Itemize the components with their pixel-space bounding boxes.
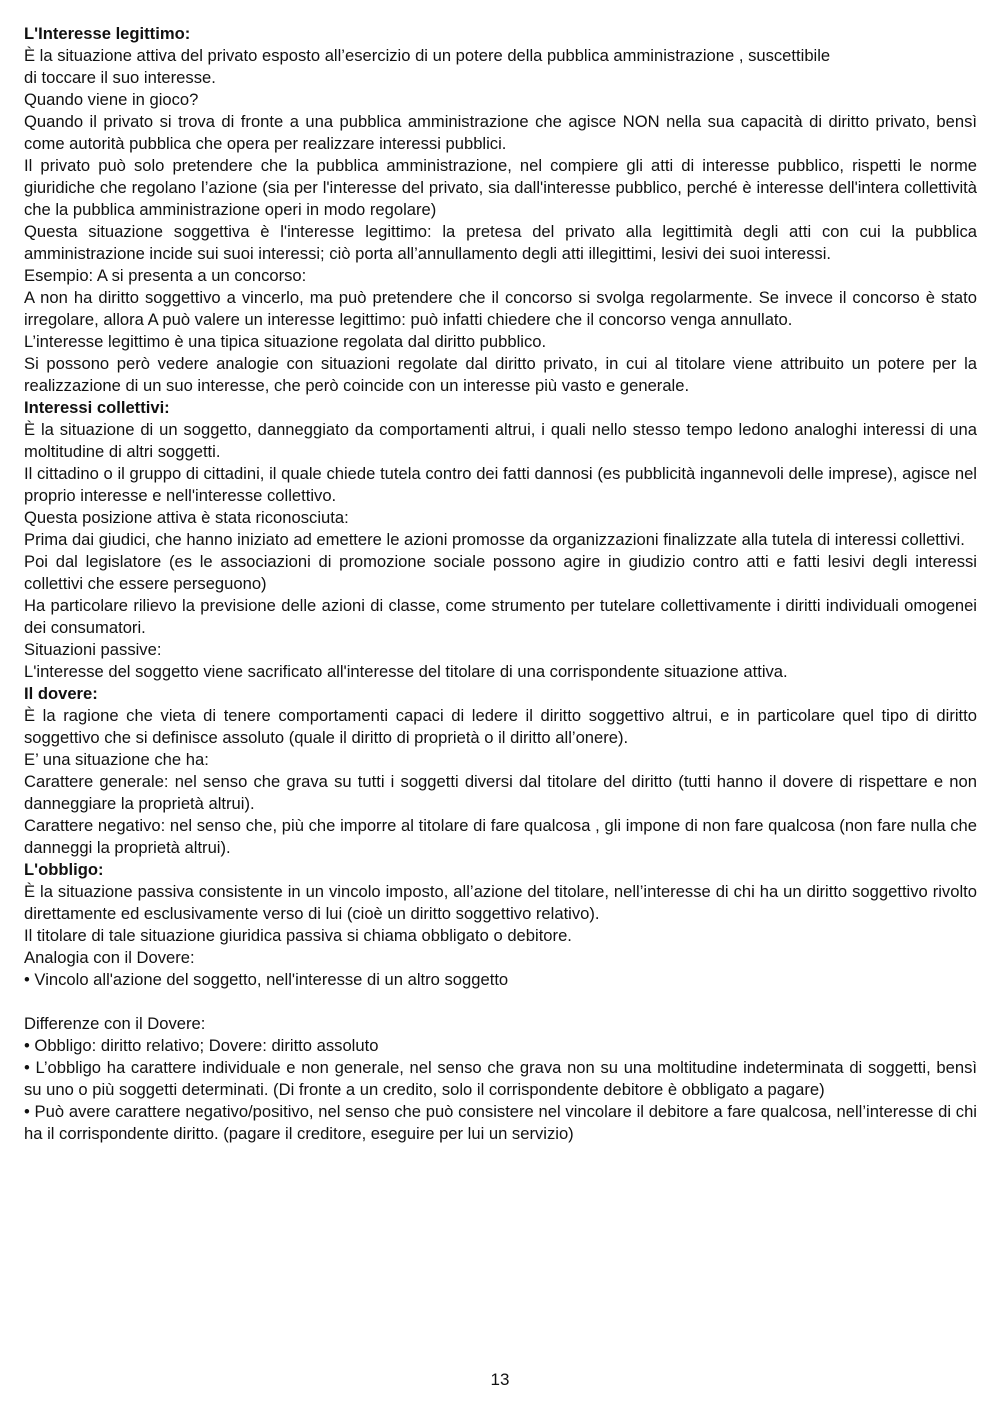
- spacer: [24, 991, 977, 1013]
- paragraph: Differenze con il Dovere:: [24, 1014, 206, 1033]
- paragraph: È la situazione attiva del privato esposto all’esercizio di un potere della pubblica amministrazione , suscettibile di toccare il suo interesse.: [24, 46, 831, 87]
- paragraph: Poi dal legislatore (es le associazioni di promozione sociale possono agire in giudizio contro atti e fatti lesivi degli interessi collettivi che essere perseguono): [24, 552, 977, 593]
- paragraph: E’ una situazione che ha:: [24, 750, 209, 769]
- paragraph: Il titolare di tale situazione giuridica passiva si chiama obbligato o debitore.: [24, 926, 572, 945]
- paragraph: Il privato può solo pretendere che la pubblica amministrazione, nel compiere gli atti di interesse pubblico, rispetti le norme giuridiche che regolano l’azione (sia per l'interesse del privato, sia dall'interesse pubblico, perché è interesse dell'intera collettività che la pubblica amministrazione operi in modo regolare): [24, 156, 977, 219]
- bullet-item: • Obbligo: diritto relativo; Dovere: diritto assoluto: [24, 1036, 379, 1055]
- page-body: [24, 23, 977, 1145]
- paragraph: È la situazione passiva consistente in un vincolo imposto, all’azione del titolare, nell’interesse di chi ha un diritto soggettivo rivolto direttamente ed esclusivamente verso di lui (cioè un diritto soggettivo relativo).: [24, 882, 977, 923]
- paragraph: A non ha diritto soggettivo a vincerlo, ma può pretendere che il concorso si svolga regolarmente. Se invece il concorso è stato irregolare, allora A può valere un interesse legittimo: può infatti chiedere che il concorso venga annullato.: [24, 288, 977, 329]
- paragraph: Analogia con il Dovere:: [24, 948, 195, 967]
- section-heading-interesse-legittimo: L'Interesse legittimo:: [24, 24, 191, 43]
- bullet-item: • L’obbligo ha carattere individuale e non generale, nel senso che grava non su una moltitudine indeterminata di soggetti, bensì su uno o più soggetti determinati. (Di fronte a un credito, solo il corrispondente debitore è obbligato a pagare): [24, 1058, 977, 1099]
- paragraph: Questa situazione soggettiva è l'interesse legittimo: la pretesa del privato alla legittimità degli atti con cui la pubblica amministrazione incide sui suoi interessi; ciò porta all’annullamento degli atti illegittimi, lesivi dei suoi interessi.: [24, 222, 977, 263]
- paragraph: È la ragione che vieta di tenere comportamenti capaci di ledere il diritto soggettivo altrui, e in particolare quel tipo di diritto soggettivo che si definisce assoluto (quale il diritto di proprietà o il diritto all’onere).: [24, 706, 977, 747]
- paragraph: Prima dai giudici, che hanno iniziato ad emettere le azioni promosse da organizzazioni finalizzate alla tutela di interessi collettivi.: [24, 530, 965, 549]
- paragraph: Esempio: A si presenta a un concorso:: [24, 266, 307, 285]
- paragraph: Carattere negativo: nel senso che, più che imporre al titolare di fare qualcosa , gli impone di non fare qualcosa (non fare nulla che danneggi la proprietà altrui).: [24, 816, 977, 857]
- paragraph: L’interesse legittimo è una tipica situazione regolata dal diritto pubblico.: [24, 332, 547, 351]
- paragraph: Carattere generale: nel senso che grava su tutti i soggetti diversi dal titolare del diritto (tutti hanno il dovere di rispettare e non danneggiare la proprietà altrui).: [24, 772, 977, 813]
- paragraph: Si possono però vedere analogie con situazioni regolate dal diritto privato, in cui al titolare viene attribuito un potere per la realizzazione di un suo interesse, che però coincide con un interesse più vasto e generale.: [24, 354, 977, 395]
- paragraph: Quando viene in gioco?: [24, 90, 199, 109]
- paragraph: Quando il privato si trova di fronte a una pubblica amministrazione che agisce NON nella sua capacità di diritto privato, bensì come autorità pubblica che opera per realizzare interessi pubblici.: [24, 112, 977, 153]
- paragraph: Questa posizione attiva è stata riconosciuta:: [24, 508, 349, 527]
- page-number: 13: [490, 1370, 510, 1389]
- paragraph: L'interesse del soggetto viene sacrificato all'interesse del titolare di una corrispondente situazione attiva.: [24, 662, 788, 681]
- paragraph: Situazioni passive:: [24, 640, 162, 659]
- paragraph: Il cittadino o il gruppo di cittadini, il quale chiede tutela contro dei fatti dannosi (es pubblicità ingannevoli delle imprese), agisce nel proprio interesse e nell'interesse collettivo.: [24, 464, 977, 505]
- paragraph: Ha particolare rilievo la previsione delle azioni di classe, come strumento per tutelare collettivamente i diritti individuali omogenei dei consumatori.: [24, 596, 977, 637]
- paragraph: È la situazione di un soggetto, danneggiato da comportamenti altrui, i quali nello stesso tempo ledono analoghi interessi di una moltitudine di altri soggetti.: [24, 420, 977, 461]
- bullet-item: • Può avere carattere negativo/positivo, nel senso che può consistere nel vincolare il debitore a fare qualcosa, nell’interesse di chi ha il corrispondente diritto. (pagare il creditore, eseguire per lui un servizio): [24, 1102, 977, 1143]
- section-heading-interessi-collettivi: Interessi collettivi:: [24, 398, 170, 417]
- bullet-item: • Vincolo all'azione del soggetto, nell'interesse di un altro soggetto: [24, 970, 509, 989]
- section-heading-obbligo: L'obbligo:: [24, 860, 104, 879]
- section-heading-il-dovere: Il dovere:: [24, 684, 98, 703]
